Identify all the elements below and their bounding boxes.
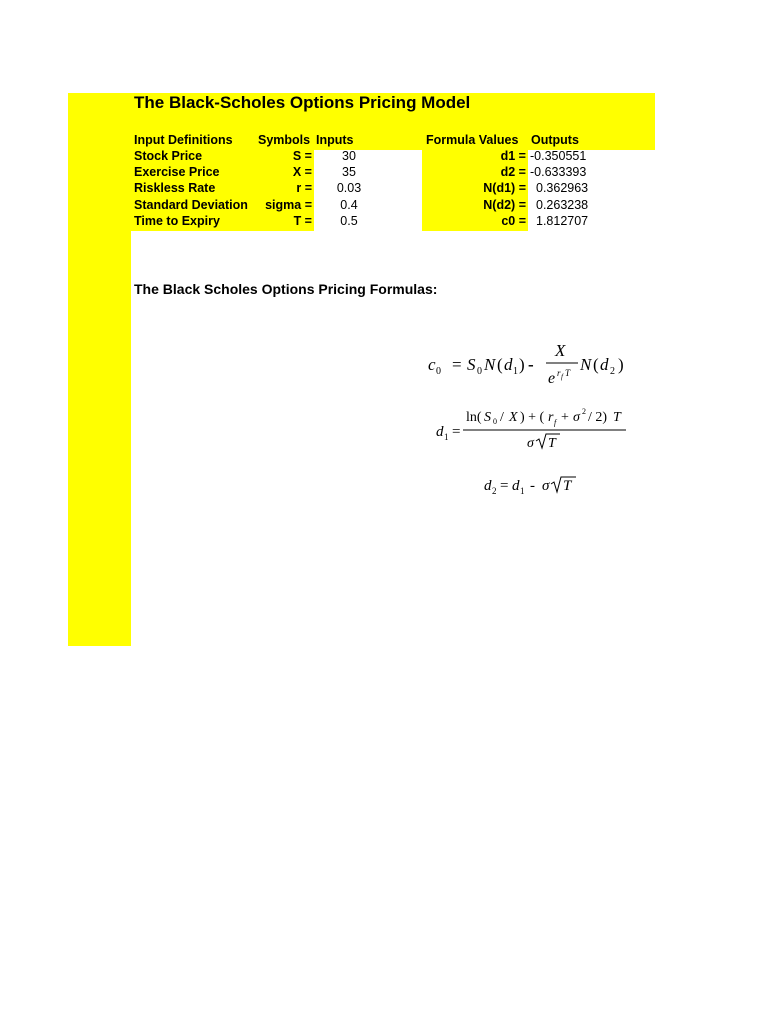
input-value[interactable]: 35: [342, 165, 356, 179]
input-symbol: r =: [296, 181, 312, 195]
svg-text:-: -: [528, 355, 534, 374]
output-label: c0 =: [501, 214, 526, 228]
svg-text:T: T: [548, 436, 556, 451]
svg-text:r: r: [557, 368, 561, 378]
formulas-title: The Black Scholes Options Pricing Formulas:: [134, 281, 438, 297]
output-label: d1 =: [500, 149, 526, 163]
svg-text:c: c: [428, 355, 436, 374]
svg-text:1: 1: [520, 486, 525, 496]
svg-text:+: +: [561, 410, 569, 425]
svg-text:ln(: ln(: [466, 410, 482, 425]
input-symbol: T =: [293, 214, 312, 228]
header-outputs: Outputs: [531, 133, 579, 147]
svg-text:d: d: [600, 355, 609, 374]
svg-text:) + (: ) + (: [520, 410, 545, 425]
svg-text:d: d: [484, 478, 492, 494]
input-symbol: S =: [292, 149, 312, 163]
svg-text:N: N: [580, 355, 592, 374]
svg-text:2: 2: [610, 366, 615, 377]
output-value: 1.812707: [536, 214, 589, 228]
header-symbols: Symbols: [258, 133, 311, 147]
svg-text:=: =: [452, 355, 462, 374]
output-value: 0.263238: [536, 198, 589, 212]
input-symbol: X =: [292, 165, 312, 179]
call-price-formula: [420, 336, 640, 392]
svg-text:0: 0: [477, 366, 482, 377]
svg-text:1: 1: [444, 432, 449, 442]
svg-text:d: d: [504, 355, 513, 374]
output-value: 0.362963: [536, 181, 589, 195]
svg-text:0: 0: [493, 417, 497, 426]
svg-text:S: S: [467, 355, 476, 374]
svg-text:σ: σ: [527, 436, 534, 451]
input-symbol: sigma =: [265, 198, 312, 212]
d1-formula: [430, 404, 640, 454]
sheet-title: The Black-Scholes Options Pricing Model: [134, 93, 471, 112]
header-input-definitions: Input Definitions: [134, 133, 233, 147]
svg-text:σ: σ: [573, 410, 580, 425]
svg-text:d: d: [512, 478, 520, 494]
input-value[interactable]: 0.03: [336, 181, 362, 195]
header-formula-values: Formula Values: [426, 133, 519, 147]
svg-text:): ): [519, 355, 525, 374]
header-inputs: Inputs: [316, 133, 354, 147]
svg-text:σ: σ: [542, 478, 550, 494]
svg-text:2: 2: [492, 486, 497, 496]
svg-text:(: (: [593, 355, 599, 374]
svg-text:=: =: [500, 478, 509, 494]
svg-text:X: X: [555, 341, 566, 360]
input-value[interactable]: 30: [342, 149, 356, 163]
svg-text:1: 1: [513, 366, 518, 377]
input-definition: Standard Deviation: [134, 198, 248, 212]
input-definition: Exercise Price: [134, 165, 220, 179]
input-definition: Stock Price: [134, 149, 203, 163]
svg-text:T: T: [563, 478, 572, 494]
output-value: -0.350551: [530, 149, 587, 163]
svg-text:(: (: [497, 355, 503, 374]
svg-text:T: T: [565, 368, 571, 378]
svg-text:T: T: [613, 410, 621, 425]
output-label: N(d1) =: [483, 181, 526, 195]
svg-text:X: X: [509, 410, 518, 425]
svg-text:/ 2): / 2): [588, 410, 608, 425]
svg-text:): ): [618, 355, 624, 374]
svg-text:2: 2: [582, 407, 586, 416]
d2-formula: [480, 470, 590, 500]
svg-text:0: 0: [436, 366, 441, 377]
svg-text:f: f: [554, 418, 557, 427]
svg-text:f: f: [561, 373, 563, 381]
svg-text:=: =: [452, 424, 461, 440]
left-yellow-bar: [68, 93, 131, 646]
svg-text:d: d: [436, 424, 444, 440]
svg-text:r: r: [548, 410, 554, 425]
svg-text:e: e: [548, 370, 556, 387]
input-definition: Riskless Rate: [134, 181, 216, 195]
output-value: -0.633393: [530, 165, 587, 179]
input-value[interactable]: 0.4: [340, 198, 358, 212]
svg-text:S: S: [484, 410, 491, 425]
svg-text:/: /: [500, 410, 504, 425]
svg-text:-: -: [530, 478, 535, 494]
svg-text:N: N: [484, 355, 496, 374]
output-label: N(d2) =: [483, 198, 526, 212]
output-label: d2 =: [500, 165, 526, 179]
input-definition: Time to Expiry: [134, 214, 220, 228]
input-value[interactable]: 0.5: [340, 214, 358, 228]
